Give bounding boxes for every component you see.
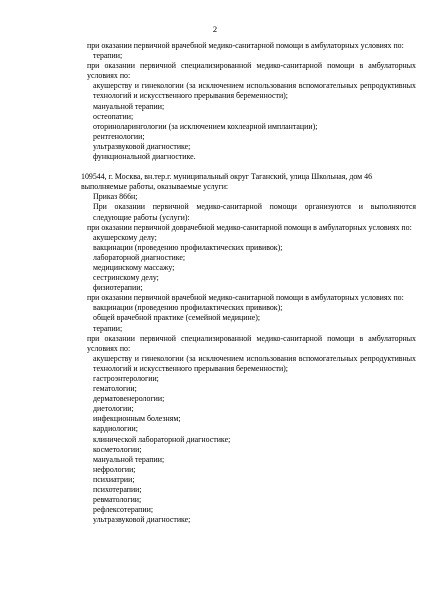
text-line: инфекционным болезням; <box>93 414 181 424</box>
text-line: кардиологии; <box>93 424 138 434</box>
text-line: общей врачебной практике (семейной медицине); <box>93 313 261 323</box>
text-line: мануальной терапии; <box>93 454 165 464</box>
text-line: рефлексотерапии; <box>93 505 154 515</box>
text-line: вакцинации (проведению профилактических прививок); <box>93 303 283 313</box>
text-line: при оказании первичной специализированной медико-санитарной помощи в амбулаторных условиях по: <box>87 333 416 353</box>
text-line: функциональной диагностике. <box>93 152 196 162</box>
text-line: остеопатии; <box>93 111 134 121</box>
text-line: диетологии; <box>93 404 134 414</box>
text-line: при оказании первичной доврачебной медико-санитарной помощи в амбулаторных условиях по: <box>87 222 412 232</box>
text-line: рентгенологии; <box>93 131 145 141</box>
text-line: косметологии; <box>93 444 142 454</box>
text-line: медицинскому массажу; <box>93 262 175 272</box>
paragraph-gap <box>81 162 416 172</box>
text-line: ультразвуковой диагностике; <box>93 141 191 151</box>
text-line: психотерапии; <box>93 485 142 495</box>
text-line: терапии; <box>93 323 123 333</box>
text-line: физиотерапии; <box>93 283 143 293</box>
text-line: при оказании первичной врачебной медико-санитарной помощи в амбулаторных условиях по: <box>87 293 404 303</box>
text-line: мануальной терапии; <box>93 101 165 111</box>
document-body <box>81 41 416 525</box>
text-line: акушерству и гинекологии (за исключением использования вспомогательных репродуктивных технологий и искусственного прерывания беременности); <box>93 353 416 373</box>
text-line: Приказ 866н; <box>93 192 138 202</box>
text-line: 109544, г. Москва, вн.тер.г. муниципальный округ Таганский, улица Школьная, дом 46 <box>81 172 373 182</box>
text-line: ревматологии; <box>93 495 142 505</box>
text-line: терапии; <box>93 51 123 61</box>
text-line: При оказании первичной медико-санитарной помощи организуются и выполняются следующие работы (услуги): <box>93 202 416 222</box>
text-line: оториноларингологии (за исключением кохлеарной имплантации); <box>93 121 318 131</box>
text-line: психиатрии; <box>93 474 135 484</box>
page-number: 2 <box>212 24 218 34</box>
text-line: акушерскому делу; <box>93 232 157 242</box>
text-line: сестринскому делу; <box>93 273 159 283</box>
text-line: нефрологии; <box>93 464 136 474</box>
text-line: вакцинации (проведению профилактических прививок); <box>93 242 283 252</box>
text-line: дерматовенерологии; <box>93 394 165 404</box>
text-line: ультразвуковой диагностике; <box>93 515 191 525</box>
text-line: при оказании первичной специализированной медико-санитарной помощи в амбулаторных условиях по: <box>87 61 416 81</box>
text-line: акушерству и гинекологии (за исключением использования вспомогательных репродуктивных технологий и искусственного прерывания беременности); <box>93 81 416 101</box>
text-line: гематологии; <box>93 384 137 394</box>
text-line: при оказании первичной врачебной медико-санитарной помощи в амбулаторных условиях по: <box>87 41 404 50</box>
text-line: гастроэнтерологии; <box>93 374 159 383</box>
text-line: клинической лабораторной диагностике; <box>93 434 231 444</box>
text-line: выполняемые работы, оказываемые услуги: <box>81 182 229 192</box>
text-line: лабораторной диагностике; <box>93 252 186 262</box>
